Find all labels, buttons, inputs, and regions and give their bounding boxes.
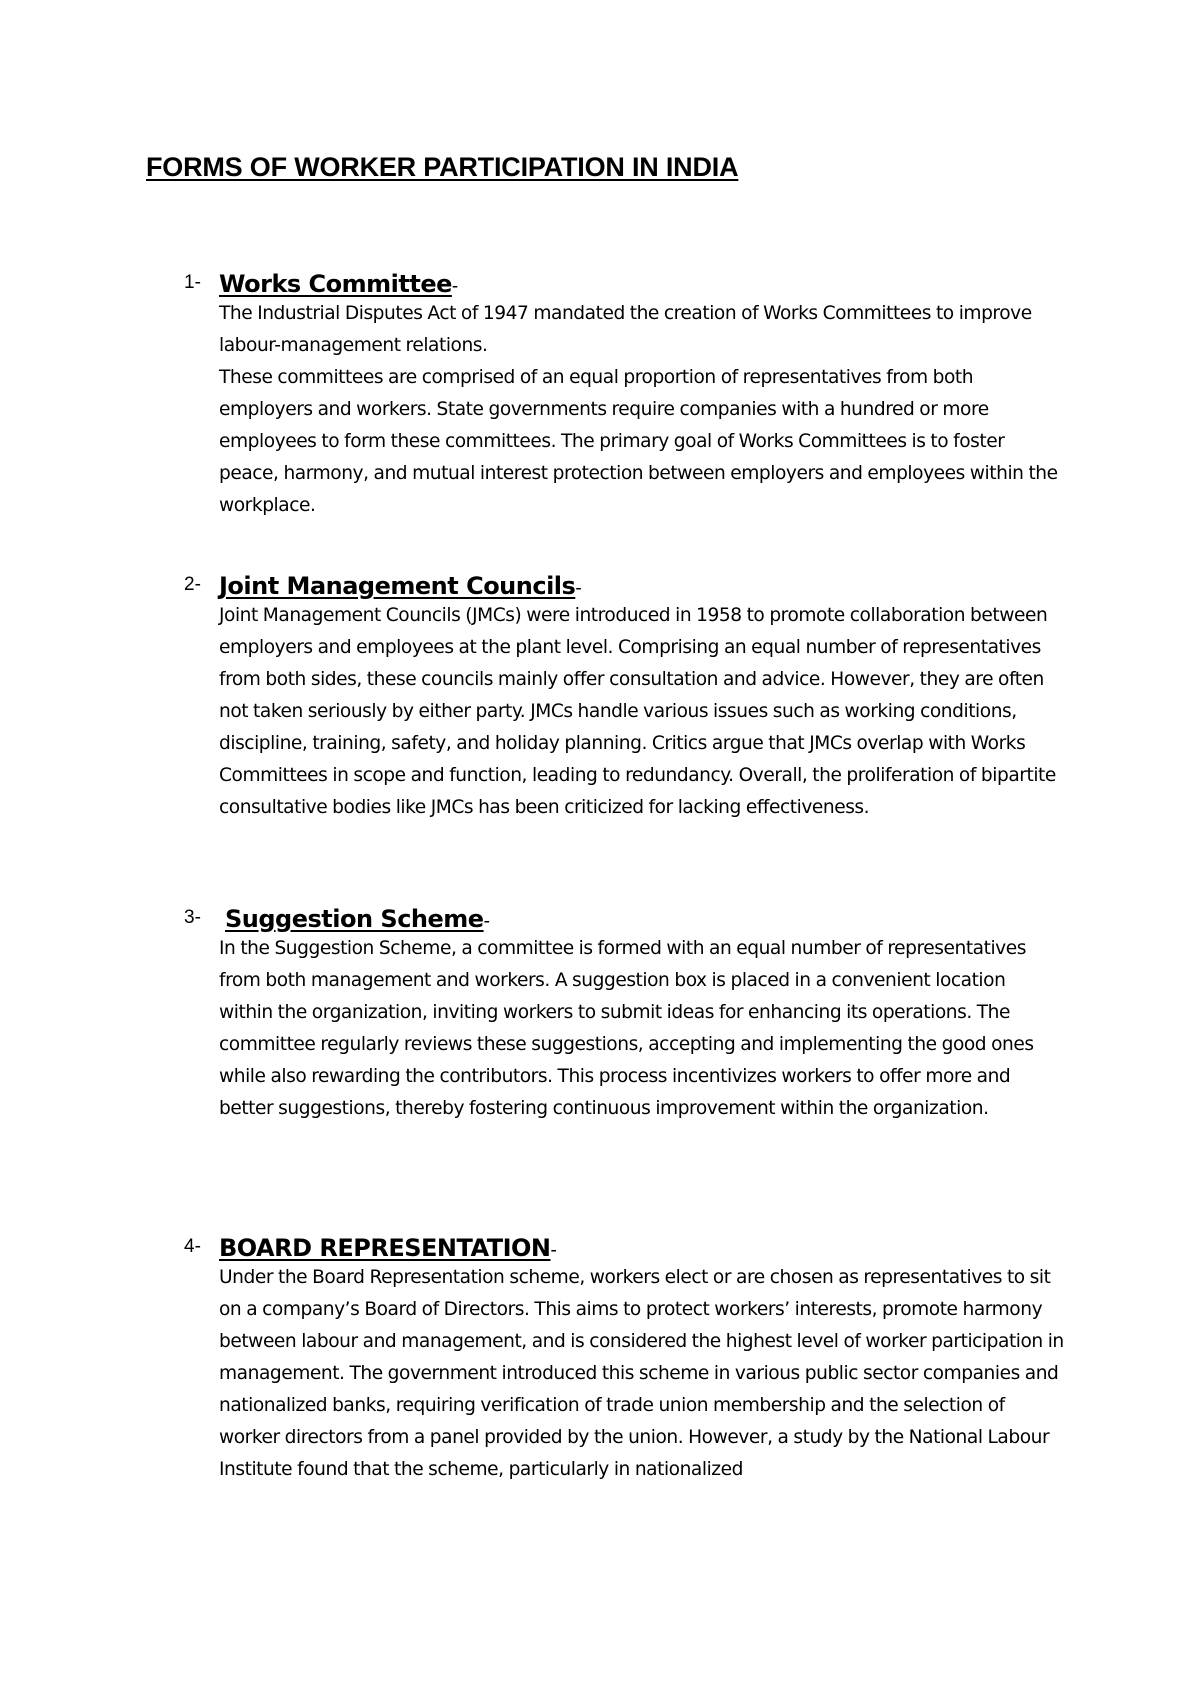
- section-title-dash: -: [575, 578, 582, 599]
- section-body: [184, 1262, 1064, 1486]
- section-title-dash: -: [550, 1240, 557, 1261]
- section-heading: [184, 258, 1064, 298]
- section-title-dash: -: [483, 911, 490, 932]
- section-works-committee: [184, 258, 1064, 522]
- section-number: 1-: [184, 272, 201, 293]
- section-title: Suggestion Scheme: [225, 905, 484, 933]
- section-heading: [184, 893, 1064, 933]
- section-number: 4-: [184, 1236, 201, 1257]
- section-title-dash: -: [451, 276, 459, 297]
- section-suggestion-scheme: [184, 893, 1064, 1125]
- paragraph: In the Suggestion Scheme, a committee is formed with an equal number of representatives from both management and workers. A suggestion box is placed in a convenient location within the organization, inviting workers to submit ideas for enhancing its operations. The committee regularly reviews these suggestions, accepting and implementing the good ones while also rewarding the contributors. This process incentivizes workers to offer more and better suggestions, thereby fostering continuous improvement within the organization.: [219, 938, 1034, 1119]
- section-title: Works Committee: [219, 270, 452, 298]
- section-number: 2-: [184, 574, 201, 595]
- paragraph: The Industrial Disputes Act of 1947 mandated the creation of Works Committees to improve labour-management relations.: [219, 303, 1032, 356]
- document-title: FORMS OF WORKER PARTICIPATION IN INDIA: [146, 152, 739, 182]
- section-heading: [184, 1222, 1064, 1262]
- section-joint-management-councils: [184, 560, 1064, 824]
- section-body: [184, 600, 1064, 824]
- section-title: Joint Management Councils: [219, 572, 576, 600]
- section-body: [184, 298, 1064, 522]
- paragraph: Under the Board Representation scheme, workers elect or are chosen as representatives to sit on a company’s Board of Directors. This aims to protect workers’ interests, promote harmony between labour and management, and is considered the highest level of worker participation in management. The government introduced this scheme in various public sector companies and nationalized banks, requiring verification of trade union membership and the selection of worker directors from a panel provided by the union. However, a study by the National Labour Institute found that the scheme, particularly in nationalized: [219, 1267, 1064, 1480]
- section-number: 3-: [184, 907, 201, 928]
- section-heading: [184, 560, 1064, 600]
- section-body: [184, 933, 1064, 1125]
- paragraph: These committees are comprised of an equal proportion of representatives from both employers and workers. State governments require companies with a hundred or more employees to form these committees. The primary goal of Works Committees is to foster peace, harmony, and mutual interest protection between employers and employees within the workplace.: [219, 367, 1058, 516]
- section-board-representation: [184, 1222, 1064, 1486]
- section-title: BOARD REPRESENTATION: [219, 1234, 551, 1262]
- paragraph: Joint Management Councils (JMCs) were introduced in 1958 to promote collaboration between employers and employees at the plant level. Comprising an equal number of representatives from both sides, these councils mainly offer consultation and advice. However, they are often not taken seriously by either party. JMCs handle various issues such as working conditions, discipline, training, safety, and holiday planning. Critics argue that JMCs overlap with Works Committees in scope and function, leading to redundancy. Overall, the proliferation of bipartite consultative bodies like JMCs has been criticized for lacking effectiveness.: [219, 605, 1056, 818]
